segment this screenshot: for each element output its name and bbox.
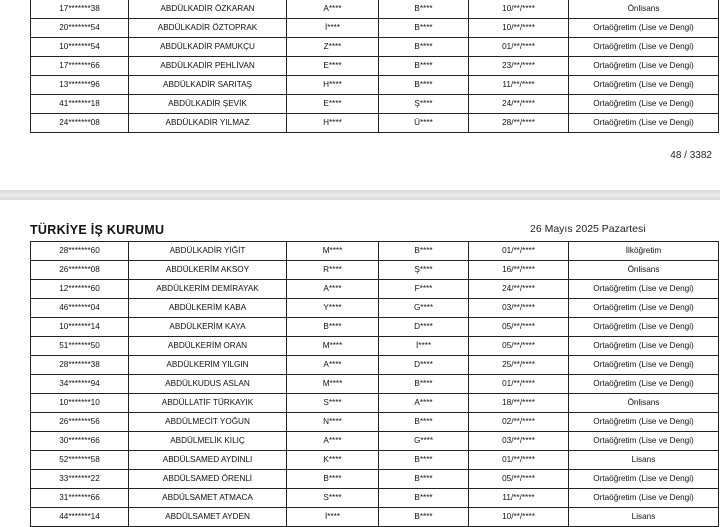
page-number: 48 / 3382 <box>670 150 712 161</box>
mother-name-cell: B**** <box>379 470 469 489</box>
table-row <box>31 38 719 57</box>
father-name-cell: S**** <box>287 489 379 508</box>
birth-date-cell: 01/**/**** <box>469 375 569 394</box>
education-cell: Ortaöğretim (Lise ve Dengi) <box>569 38 719 57</box>
name-cell: ABDÜLMELİK KILIÇ <box>129 432 287 451</box>
education-cell: Ortaöğretim (Lise ve Dengi) <box>569 337 719 356</box>
birth-date-cell: 18/**/**** <box>469 394 569 413</box>
education-cell: Lisans <box>569 451 719 470</box>
id-cell: 51*******50 <box>31 337 129 356</box>
name-cell: ABDÜLSAMED ÖRENLİ <box>129 470 287 489</box>
document-page-48 <box>0 0 720 190</box>
mother-name-cell: Ş**** <box>379 95 469 114</box>
table-row <box>31 432 719 451</box>
mother-name-cell: Ü**** <box>379 114 469 133</box>
name-cell: ABDÜLKERİM AKSOY <box>129 261 287 280</box>
father-name-cell: İ**** <box>287 508 379 527</box>
table-row <box>31 0 719 19</box>
father-name-cell: S**** <box>287 394 379 413</box>
name-cell: ABDÜLKERİM KABA <box>129 299 287 318</box>
table-row <box>31 76 719 95</box>
mother-name-cell: G**** <box>379 299 469 318</box>
table-row <box>31 242 719 261</box>
table-row <box>31 375 719 394</box>
birth-date-cell: 02/**/**** <box>469 413 569 432</box>
father-name-cell: K**** <box>287 451 379 470</box>
mother-name-cell: B**** <box>379 375 469 394</box>
birth-date-cell: 23/**/**** <box>469 57 569 76</box>
records-table-page-49 <box>30 241 719 527</box>
id-cell: 24*******08 <box>31 114 129 133</box>
name-cell: ABDÜLKADİR YILMAZ <box>129 114 287 133</box>
father-name-cell: B**** <box>287 470 379 489</box>
birth-date-cell: 28/**/**** <box>469 114 569 133</box>
table-row <box>31 508 719 527</box>
name-cell: ABDÜLKADİR PEHLİVAN <box>129 57 287 76</box>
mother-name-cell: B**** <box>379 19 469 38</box>
education-cell: Ortaöğretim (Lise ve Dengi) <box>569 489 719 508</box>
page-separator <box>0 190 720 200</box>
birth-date-cell: 10/**/**** <box>469 508 569 527</box>
father-name-cell: A**** <box>287 432 379 451</box>
mother-name-cell: B**** <box>379 0 469 19</box>
name-cell: ABDÜLKADİR YİĞİT <box>129 242 287 261</box>
father-name-cell: N**** <box>287 413 379 432</box>
name-cell: ABDÜLKERİM DEMİRAYAK <box>129 280 287 299</box>
mother-name-cell: A**** <box>379 394 469 413</box>
education-cell: Ortaöğretim (Lise ve Dengi) <box>569 318 719 337</box>
name-cell: ABDÜLLATİF TÜRKAYIK <box>129 394 287 413</box>
id-cell: 41*******18 <box>31 95 129 114</box>
birth-date-cell: 24/**/**** <box>469 95 569 114</box>
father-name-cell: H**** <box>287 76 379 95</box>
id-cell: 12*******60 <box>31 280 129 299</box>
education-cell: Ortaöğretim (Lise ve Dengi) <box>569 413 719 432</box>
name-cell: ABDÜLKADİR ÖZKARAN <box>129 0 287 19</box>
education-cell: Lisans <box>569 508 719 527</box>
name-cell: ABDÜLKUDUS ASLAN <box>129 375 287 394</box>
mother-name-cell: Ş**** <box>379 261 469 280</box>
name-cell: ABDÜLMECİT YOĞUN <box>129 413 287 432</box>
id-cell: 17*******38 <box>31 0 129 19</box>
table-row <box>31 280 719 299</box>
name-cell: ABDÜLKADİR PAMUKÇU <box>129 38 287 57</box>
name-cell: ABDÜLKERİM YILGIN <box>129 356 287 375</box>
table-row <box>31 451 719 470</box>
education-cell: Ortaöğretim (Lise ve Dengi) <box>569 375 719 394</box>
father-name-cell: B**** <box>287 318 379 337</box>
education-cell: Ortaöğretim (Lise ve Dengi) <box>569 299 719 318</box>
birth-date-cell: 11/**/**** <box>469 489 569 508</box>
id-cell: 46*******04 <box>31 299 129 318</box>
mother-name-cell: F**** <box>379 280 469 299</box>
education-cell: Ortaöğretim (Lise ve Dengi) <box>569 19 719 38</box>
education-cell: Ortaöğretim (Lise ve Dengi) <box>569 470 719 489</box>
education-cell: Önlisans <box>569 261 719 280</box>
birth-date-cell: 11/**/**** <box>469 76 569 95</box>
birth-date-cell: 03/**/**** <box>469 299 569 318</box>
table-row <box>31 470 719 489</box>
birth-date-cell: 01/**/**** <box>469 242 569 261</box>
name-cell: ABDÜLSAMET ATMACA <box>129 489 287 508</box>
id-cell: 10*******54 <box>31 38 129 57</box>
table-row <box>31 318 719 337</box>
mother-name-cell: B**** <box>379 508 469 527</box>
id-cell: 26*******56 <box>31 413 129 432</box>
father-name-cell: M**** <box>287 242 379 261</box>
father-name-cell: E**** <box>287 57 379 76</box>
name-cell: ABDÜLSAMED AYDINLI <box>129 451 287 470</box>
birth-date-cell: 16/**/**** <box>469 261 569 280</box>
id-cell: 30*******66 <box>31 432 129 451</box>
education-cell: Önlisans <box>569 394 719 413</box>
mother-name-cell: D**** <box>379 356 469 375</box>
birth-date-cell: 03/**/**** <box>469 432 569 451</box>
id-cell: 26*******08 <box>31 261 129 280</box>
mother-name-cell: D**** <box>379 318 469 337</box>
table-row <box>31 95 719 114</box>
mother-name-cell: B**** <box>379 57 469 76</box>
education-cell: Ortaöğretim (Lise ve Dengi) <box>569 76 719 95</box>
table-row <box>31 261 719 280</box>
birth-date-cell: 10/**/**** <box>469 19 569 38</box>
education-cell: Ortaöğretim (Lise ve Dengi) <box>569 95 719 114</box>
table-row <box>31 356 719 375</box>
father-name-cell: Z**** <box>287 38 379 57</box>
birth-date-cell: 05/**/**** <box>469 318 569 337</box>
id-cell: 28*******38 <box>31 356 129 375</box>
id-cell: 44*******14 <box>31 508 129 527</box>
table-row <box>31 337 719 356</box>
id-cell: 33*******22 <box>31 470 129 489</box>
father-name-cell: E**** <box>287 95 379 114</box>
id-cell: 31*******66 <box>31 489 129 508</box>
id-cell: 10*******10 <box>31 394 129 413</box>
table-row <box>31 19 719 38</box>
mother-name-cell: B**** <box>379 489 469 508</box>
education-cell: Ortaöğretim (Lise ve Dengi) <box>569 114 719 133</box>
table-row <box>31 394 719 413</box>
id-cell: 10*******14 <box>31 318 129 337</box>
mother-name-cell: B**** <box>379 76 469 95</box>
education-cell: Ortaöğretim (Lise ve Dengi) <box>569 280 719 299</box>
education-cell: Ortaöğretim (Lise ve Dengi) <box>569 356 719 375</box>
table-row <box>31 299 719 318</box>
father-name-cell: A**** <box>287 280 379 299</box>
father-name-cell: M**** <box>287 337 379 356</box>
education-cell: Ortaöğretim (Lise ve Dengi) <box>569 57 719 76</box>
name-cell: ABDÜLKADİR SARITAŞ <box>129 76 287 95</box>
table-row <box>31 57 719 76</box>
id-cell: 20*******54 <box>31 19 129 38</box>
id-cell: 13*******96 <box>31 76 129 95</box>
id-cell: 52*******58 <box>31 451 129 470</box>
name-cell: ABDÜLKADİR ŞEVİK <box>129 95 287 114</box>
father-name-cell: Y**** <box>287 299 379 318</box>
id-cell: 34*******94 <box>31 375 129 394</box>
table-row <box>31 413 719 432</box>
birth-date-cell: 10/**/**** <box>469 0 569 19</box>
father-name-cell: R**** <box>287 261 379 280</box>
birth-date-cell: 05/**/**** <box>469 337 569 356</box>
father-name-cell: H**** <box>287 114 379 133</box>
education-cell: Önlisans <box>569 0 719 19</box>
education-cell: İlköğretim <box>569 242 719 261</box>
id-cell: 28*******60 <box>31 242 129 261</box>
name-cell: ABDÜLKERİM ORAN <box>129 337 287 356</box>
records-table-page-48 <box>30 0 719 133</box>
birth-date-cell: 25/**/**** <box>469 356 569 375</box>
document-page-49 <box>0 200 720 526</box>
mother-name-cell: B**** <box>379 451 469 470</box>
name-cell: ABDÜLKADİR ÖZTOPRAK <box>129 19 287 38</box>
mother-name-cell: B**** <box>379 413 469 432</box>
birth-date-cell: 05/**/**** <box>469 470 569 489</box>
birth-date-cell: 24/**/**** <box>469 280 569 299</box>
father-name-cell: A**** <box>287 356 379 375</box>
mother-name-cell: B**** <box>379 242 469 261</box>
mother-name-cell: İ**** <box>379 337 469 356</box>
mother-name-cell: G**** <box>379 432 469 451</box>
name-cell: ABDÜLKERİM KAYA <box>129 318 287 337</box>
birth-date-cell: 01/**/**** <box>469 38 569 57</box>
id-cell: 17*******66 <box>31 57 129 76</box>
education-cell: Ortaöğretim (Lise ve Dengi) <box>569 432 719 451</box>
father-name-cell: İ**** <box>287 19 379 38</box>
table-row <box>31 489 719 508</box>
mother-name-cell: B**** <box>379 38 469 57</box>
organization-header: TÜRKİYE İŞ KURUMU <box>30 223 165 237</box>
father-name-cell: M**** <box>287 375 379 394</box>
report-date: 26 Mayıs 2025 Pazartesi <box>530 223 646 235</box>
name-cell: ABDÜLSAMET AYDEN <box>129 508 287 527</box>
table-row <box>31 114 719 133</box>
father-name-cell: A**** <box>287 0 379 19</box>
birth-date-cell: 01/**/**** <box>469 451 569 470</box>
